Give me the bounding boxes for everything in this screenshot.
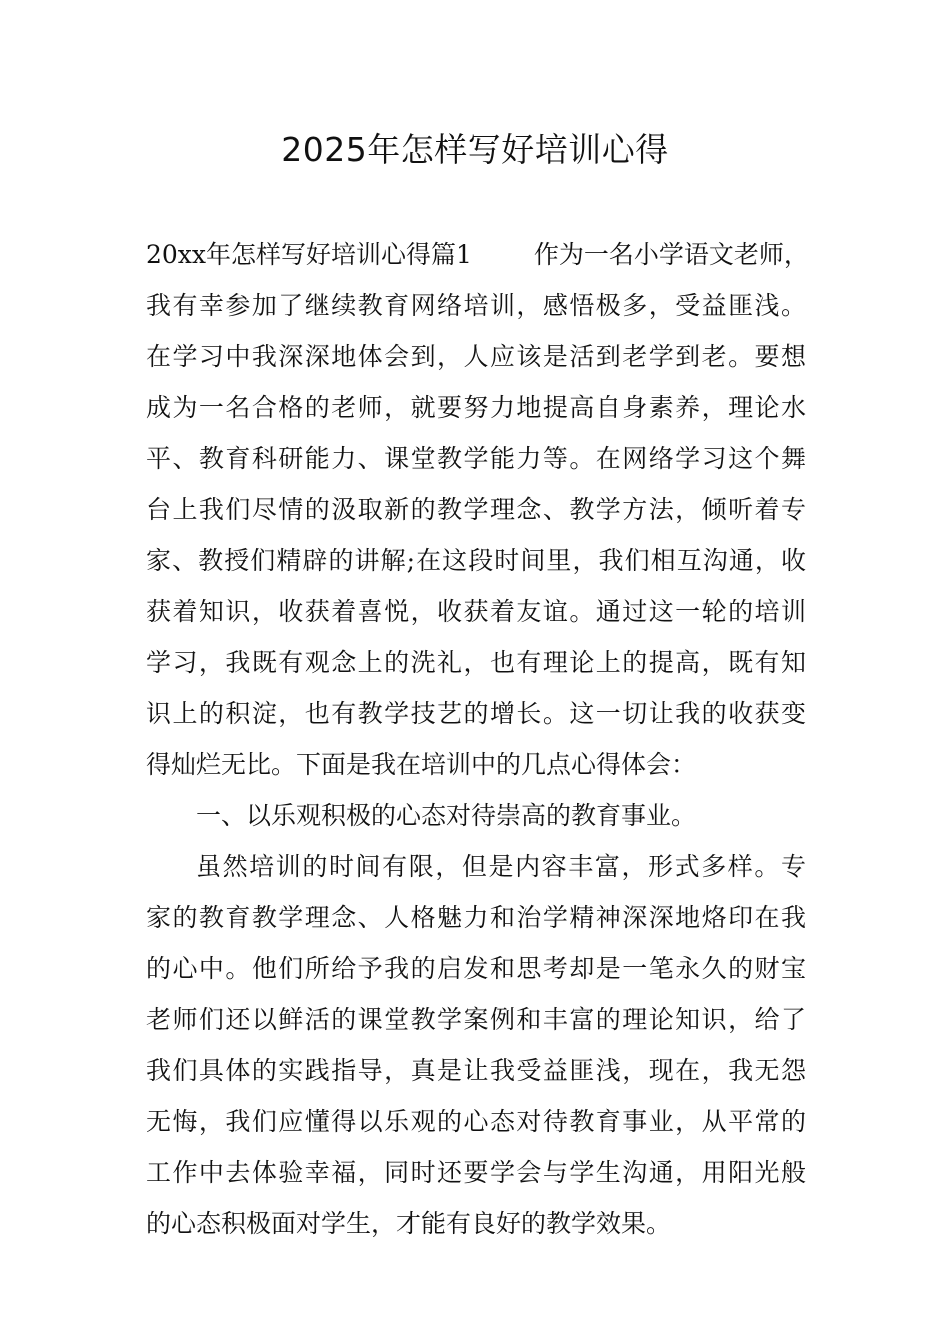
paragraph-line: 虽然培训的时间有限，但是内容丰富，形式多样。专 xyxy=(196,852,806,881)
paragraph-line: 老师们还以鲜活的课堂教学案例和丰富的理论知识，给了 xyxy=(146,1005,806,1034)
paragraph-line: 得灿烂无比。下面是我在培训中的几点心得体会： xyxy=(146,750,697,779)
paragraph-line: 家的教育教学理念、人格魅力和治学精神深深地烙印在我 xyxy=(146,903,806,932)
paragraph-line: 我有幸参加了继续教育网络培训，感悟极多，受益匪浅。 xyxy=(146,291,806,320)
paragraph-text: 作为一名小学语文老师， xyxy=(533,240,809,269)
paragraph-line xyxy=(146,229,809,280)
paragraph-line: 学习，我既有观念上的洗礼，也有理论上的提高，既有知 xyxy=(146,648,806,677)
paragraph-line: 平、教育科研能力、课堂教学能力等。在网络学习这个舞 xyxy=(146,444,806,473)
paragraph-line: 识上的积淀，也有教学技艺的增长。这一切让我的收获变 xyxy=(146,699,806,728)
paragraph-line: 的心中。他们所给予我的启发和思考却是一笔永久的财宝 xyxy=(146,954,806,983)
section-heading: 20xx年怎样写好培训心得篇1 xyxy=(146,240,472,269)
paragraph-line: 无悔，我们应懂得以乐观的心态对待教育事业，从平常的 xyxy=(146,1107,806,1136)
paragraph-line: 台上我们尽情的汲取新的教学理念、教学方法，倾听着专 xyxy=(146,495,806,524)
paragraph-line: 工作中去体验幸福，同时还要学会与学生沟通，用阳光般 xyxy=(146,1158,806,1187)
paragraph-line: 在学习中我深深地体会到，人应该是活到老学到老。要想 xyxy=(146,342,806,371)
paragraph-line: 的心态积极面对学生，才能有良好的教学效果。 xyxy=(146,1209,672,1238)
paragraph-line: 我们具体的实践指导，真是让我受益匪浅，现在，我无怨 xyxy=(146,1056,806,1085)
paragraph-line: 成为一名合格的老师，就要努力地提高自身素养，理论水 xyxy=(146,393,806,422)
document-title: 2025年怎样写好培训心得 xyxy=(281,130,669,169)
document-body xyxy=(146,229,809,1249)
paragraph-line: 获着知识，收获着喜悦，收获着友谊。通过这一轮的培训 xyxy=(146,597,806,626)
paragraph-line: 家、教授们精辟的讲解;在这段时间里，我们相互沟通，收 xyxy=(146,546,806,575)
subheading-line: 一、以乐观积极的心态对待崇高的教育事业。 xyxy=(196,801,697,830)
